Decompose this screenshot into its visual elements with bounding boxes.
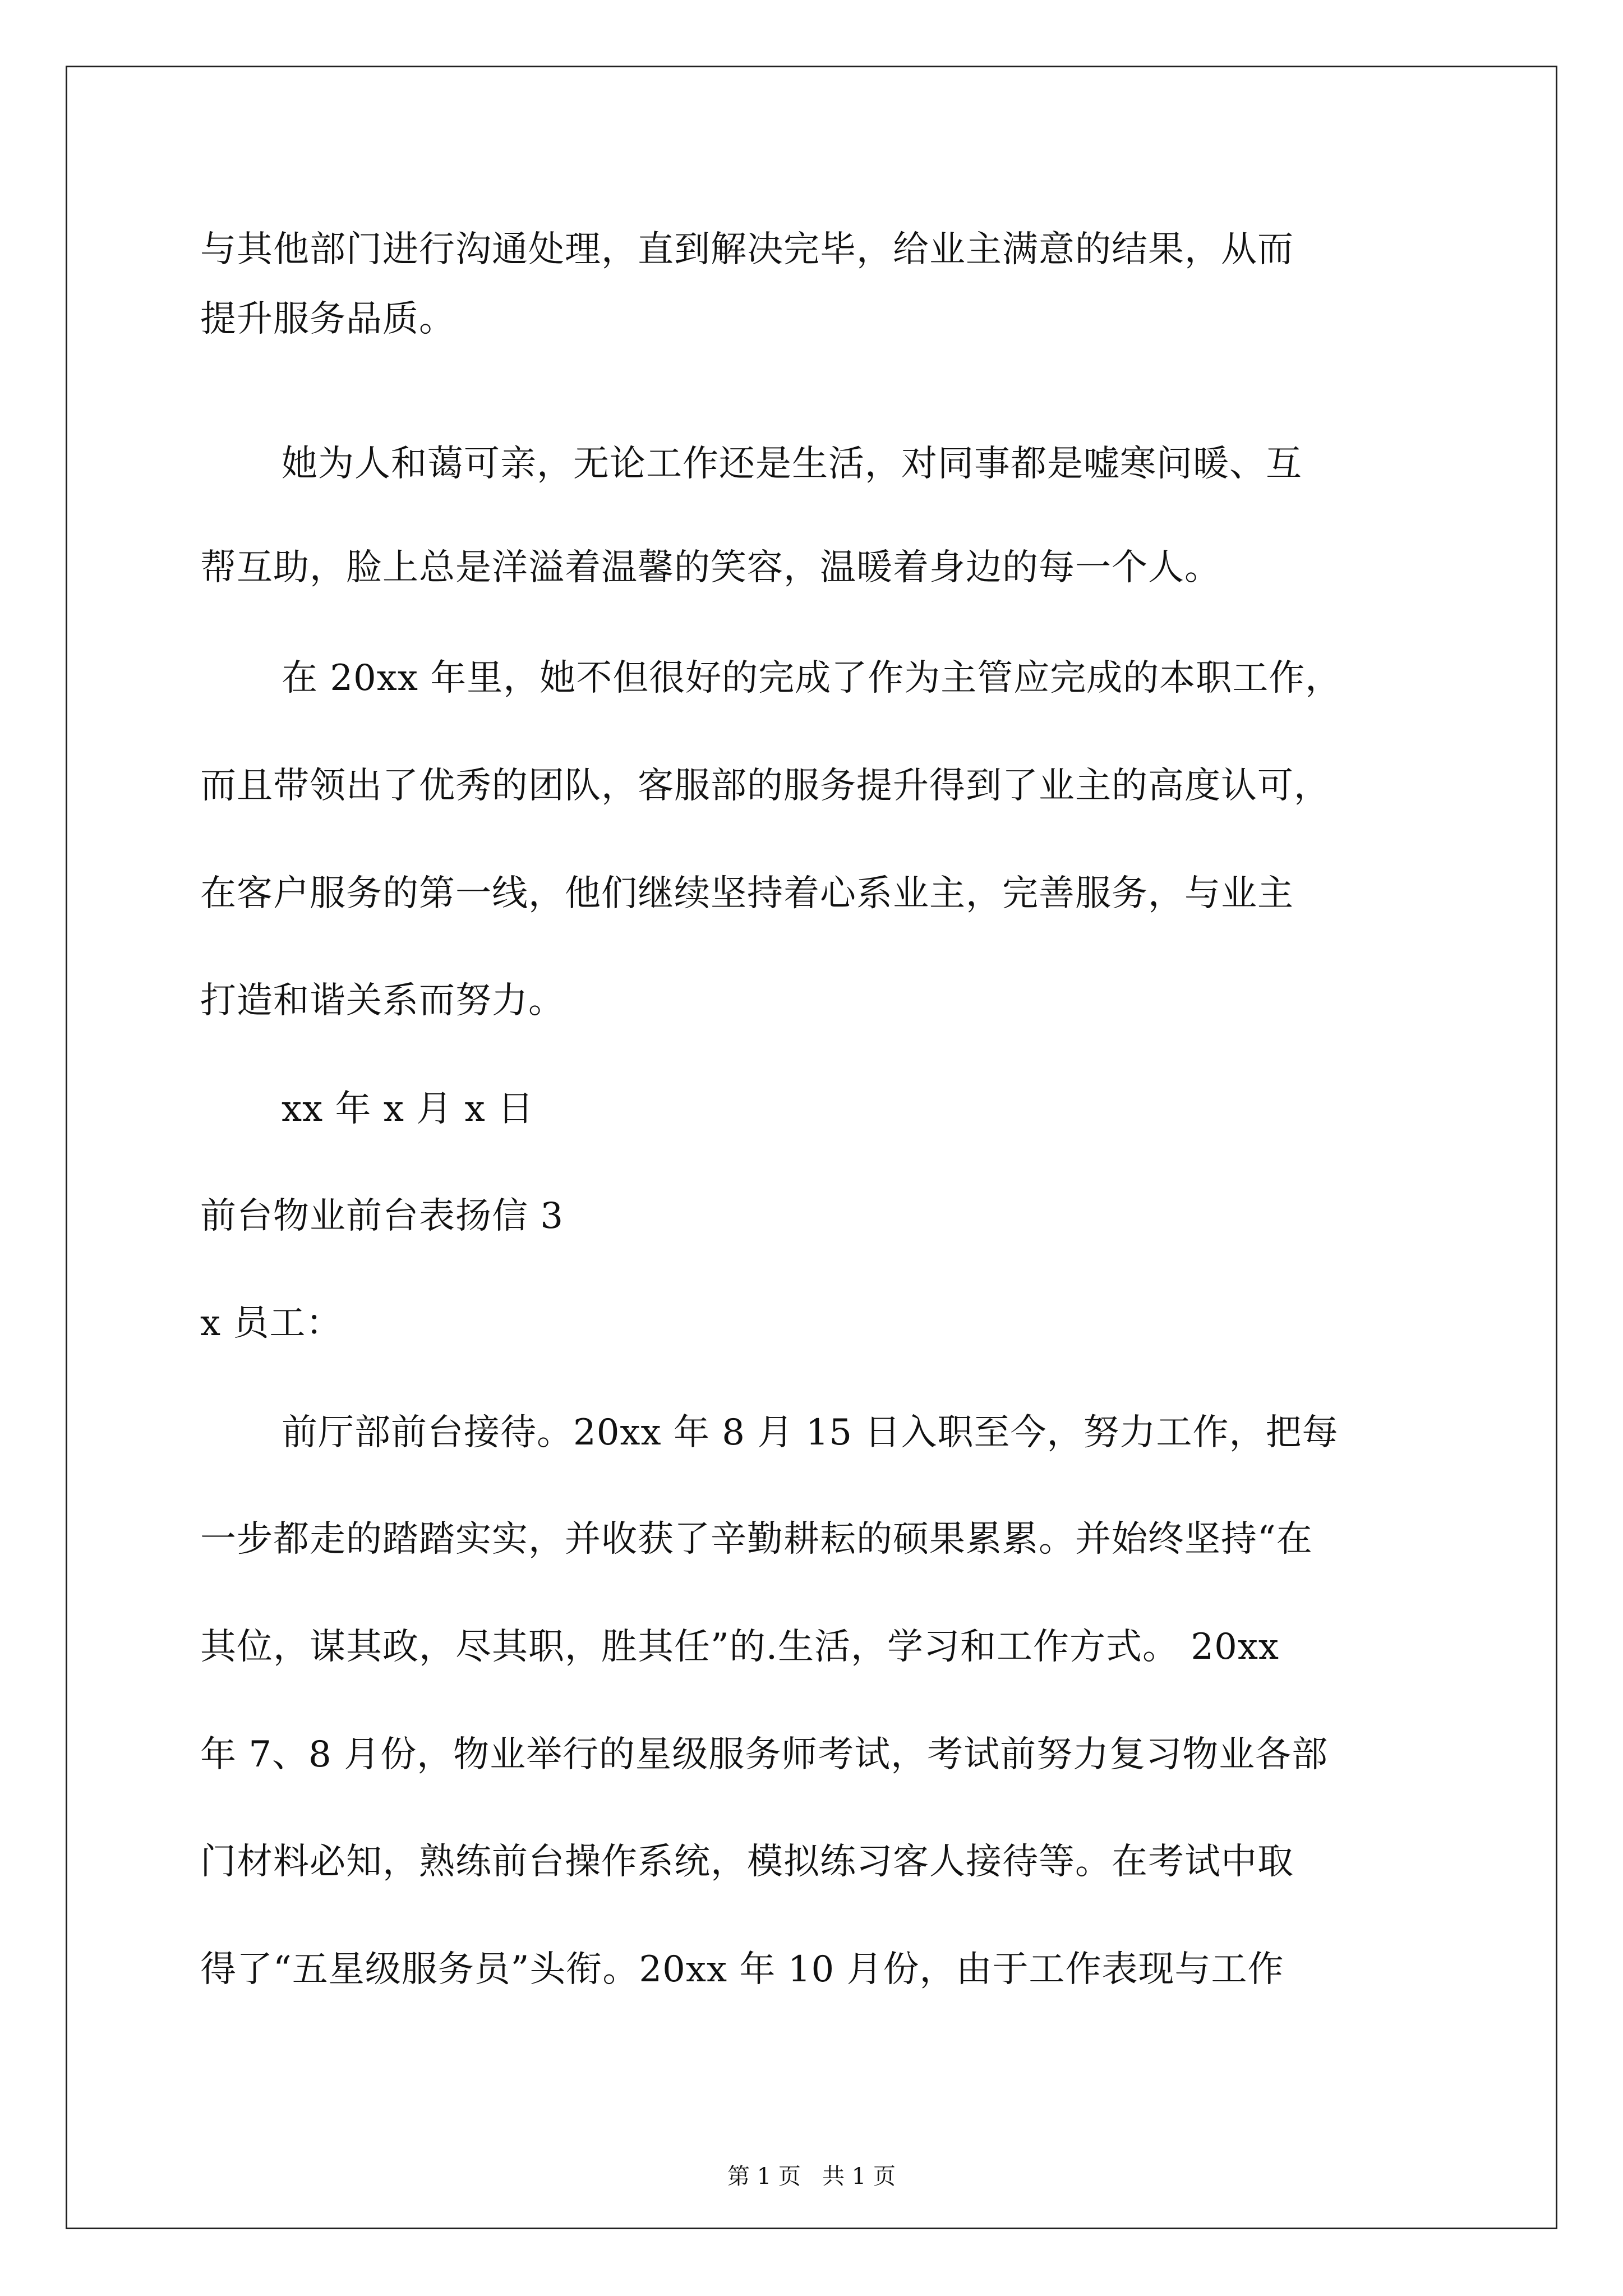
text-line: 一步都走的踏踏实实，并收获了辛勤耕耘的硕果累累。并始终坚持“在 bbox=[200, 1519, 1313, 1560]
text-line: 在客户服务的第一线，他们继续坚持着心系业主，完善服务，与业主 bbox=[200, 873, 1294, 914]
text-line: 她为人和蔼可亲，无论工作还是生活，对同事都是嘘寒问暖、互 bbox=[282, 443, 1302, 485]
section-heading: 前台物业前台表扬信 3 bbox=[200, 1195, 564, 1237]
text-line: 门材料必知，熟练前台操作系统，模拟练习客人接待等。在考试中取 bbox=[200, 1841, 1294, 1883]
page-border bbox=[66, 66, 1557, 2229]
page-footer: 第 1 页 共 1 页 bbox=[727, 2164, 896, 2189]
text-line: 打造和谐关系而努力。 bbox=[200, 980, 565, 1022]
text-line: 提升服务品质。 bbox=[200, 298, 455, 340]
text-line: 帮互助，脸上总是洋溢着温馨的笑容，温暖着身边的每一个人。 bbox=[200, 547, 1221, 588]
text-line: 其位，谋其政，尽其职，胜其任”的.生活，学习和工作方式。 20xx bbox=[200, 1626, 1280, 1668]
salutation: x 员工： bbox=[200, 1303, 343, 1344]
text-line: 在 20xx 年里，她不但很好的完成了作为主管应完成的本职工作， bbox=[282, 657, 1342, 699]
text-line: 而且带领出了优秀的团队，客服部的服务提升得到了业主的高度认可， bbox=[200, 765, 1330, 807]
text-line: 与其他部门进行沟通处理，直到解决完毕，给业主满意的结果，从而 bbox=[200, 229, 1294, 270]
text-line: 得了“五星级服务员”头衔。20xx 年 10 月份，由于工作表现与工作 bbox=[200, 1949, 1284, 1990]
date-line: xx 年 x 月 x 日 bbox=[282, 1088, 534, 1130]
text-line: 年 7、8 月份，物业举行的星级服务师考试，考试前努力复习物业各部 bbox=[200, 1734, 1329, 1775]
text-line: 前厅部前台接待。20xx 年 8 月 15 日入职至今，努力工作，把每 bbox=[282, 1412, 1339, 1453]
